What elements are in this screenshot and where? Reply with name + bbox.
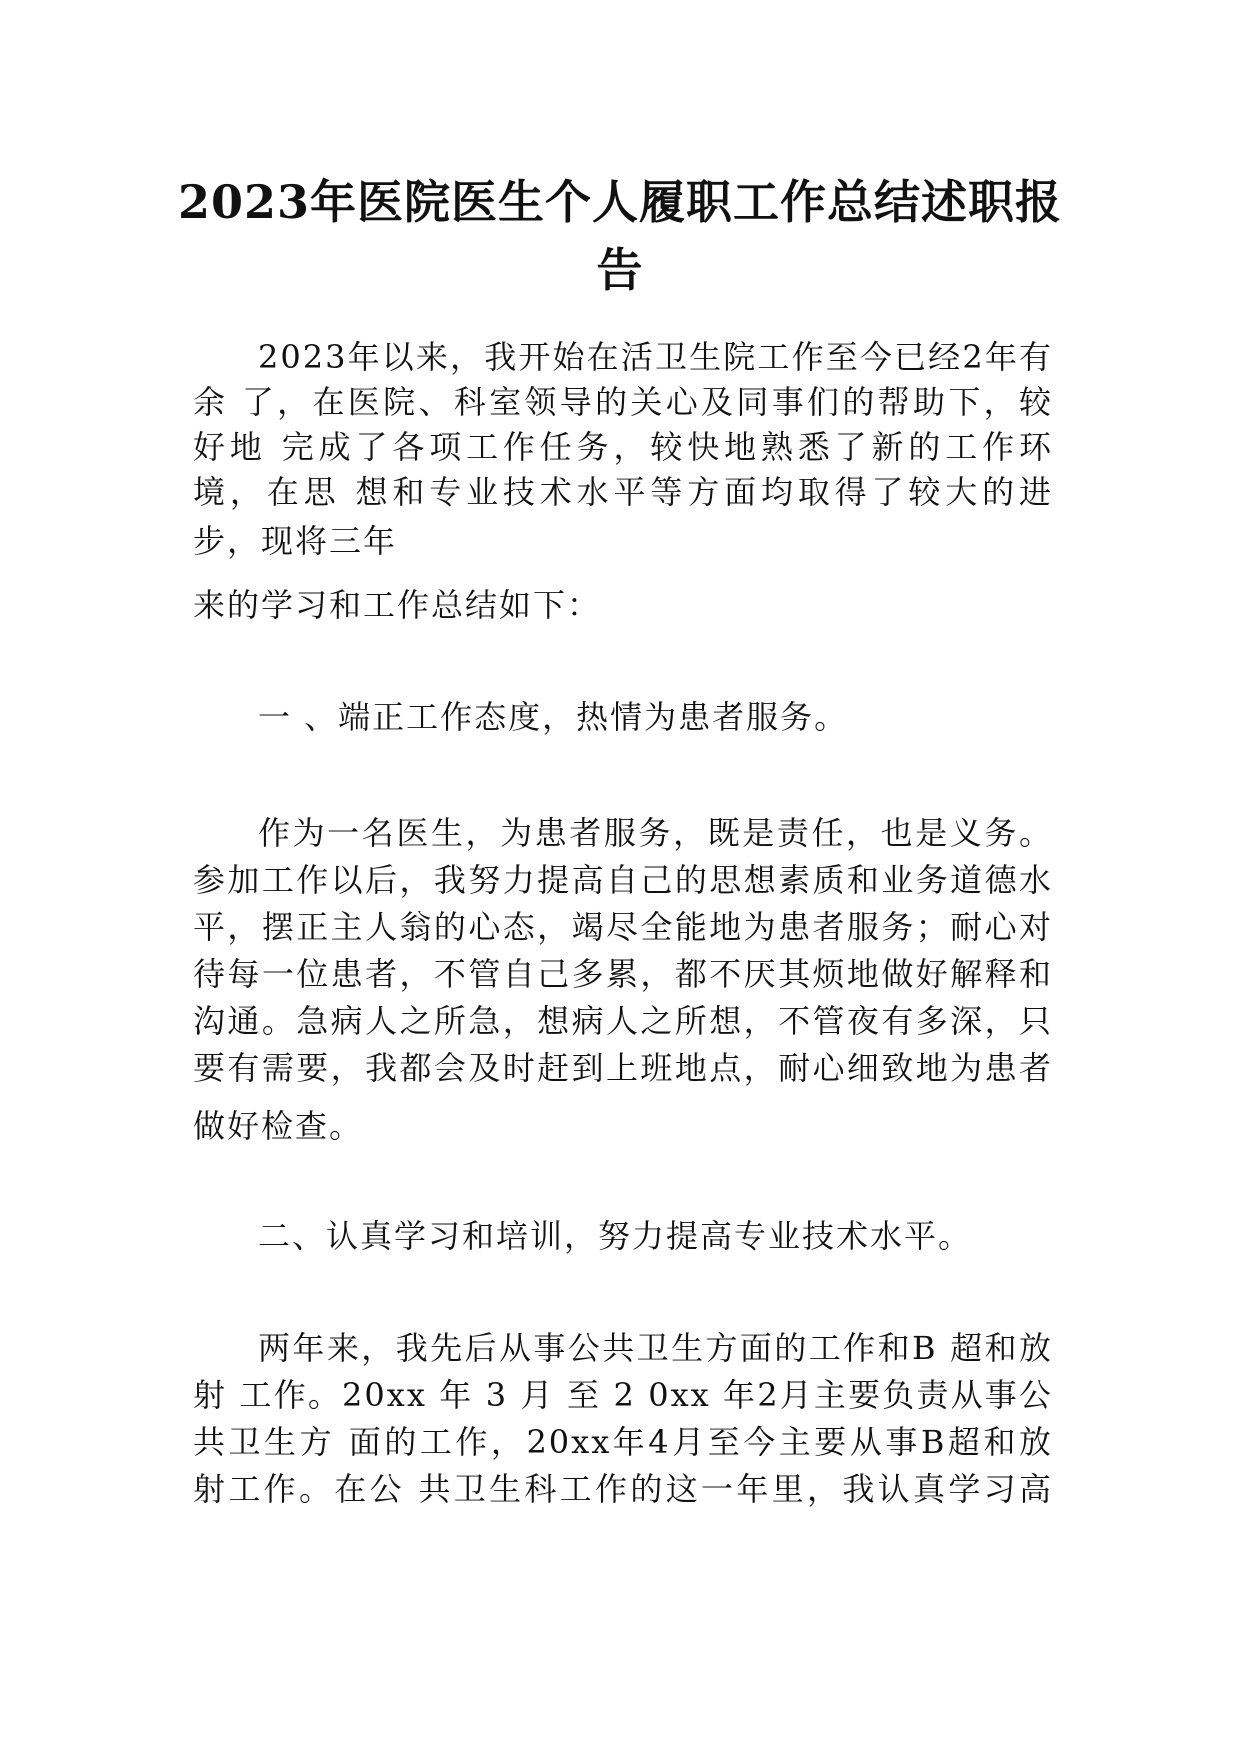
document-title [170, 168, 1070, 304]
paragraph-1-line-6: 来的学习和工作总结如下： [193, 586, 602, 624]
paragraph-3-line-3: 共卫生方 面的工作，20xx年4月至今主要从事B超和放 [193, 1423, 1053, 1461]
paragraph-3-line-1: 两年来，我先后从事公共卫生方面的工作和B 超和放 [258, 1329, 1053, 1367]
paragraph-2-line-1: 作为一名医生，为患者服务，既是责任，也是义务。 [258, 814, 1053, 852]
paragraph-2-line-6: 要有需要，我都会及时赶到上班地点，耐心细致地为患者 [193, 1049, 1053, 1087]
paragraph-2-line-4: 待每一位患者，不管自己多累，都不厌其烦地做好解释和 [193, 955, 1053, 993]
paragraph-1-line-4: 境，在思 想和专业技术水平等方面均取得了较大的进 [193, 473, 1053, 511]
paragraph-1-line-3: 好地 完成了各项工作任务，较快地熟悉了新的工作环 [193, 428, 1053, 466]
paragraph-3-line-4: 射工作。在公 共卫生科工作的这一年里，我认真学习高 [193, 1470, 1053, 1508]
paragraph-1-line-1: 2023年以来，我开始在活卫生院工作至今已经2年有 [258, 338, 1053, 376]
section-heading-2: 二、认真学习和培训，努力提高专业技术水平。 [258, 1217, 973, 1255]
paragraph-2-line-3: 平，摆正主人翁的心态，竭尽全能地为患者服务；耐心对 [193, 908, 1053, 946]
paragraph-2-line-7: 做好检查。 [193, 1107, 364, 1145]
paragraph-2-line-5: 沟通。急病人之所急，想病人之所想，不管夜有多深，只 [193, 1002, 1053, 1040]
paragraph-3-line-2: 射 工作。20xx 年 3 月 至 2 0xx 年2月主要负责从事公 [193, 1376, 1053, 1414]
section-heading-1: 一 、端正工作态度，热情为患者服务。 [258, 698, 849, 736]
title-line-2: 告 [596, 243, 644, 297]
paragraph-1-line-2: 余 了，在医院、科室领导的关心及同事们的帮助下，较 [193, 383, 1053, 421]
title-line-1: 2023年医院医生个人履职工作总结述职报 [177, 175, 1063, 229]
paragraph-2-line-2: 参加工作以后，我努力提高自己的思想素质和业务道德水 [193, 861, 1053, 899]
paragraph-1-line-5: 步，现将三年 [193, 522, 398, 560]
